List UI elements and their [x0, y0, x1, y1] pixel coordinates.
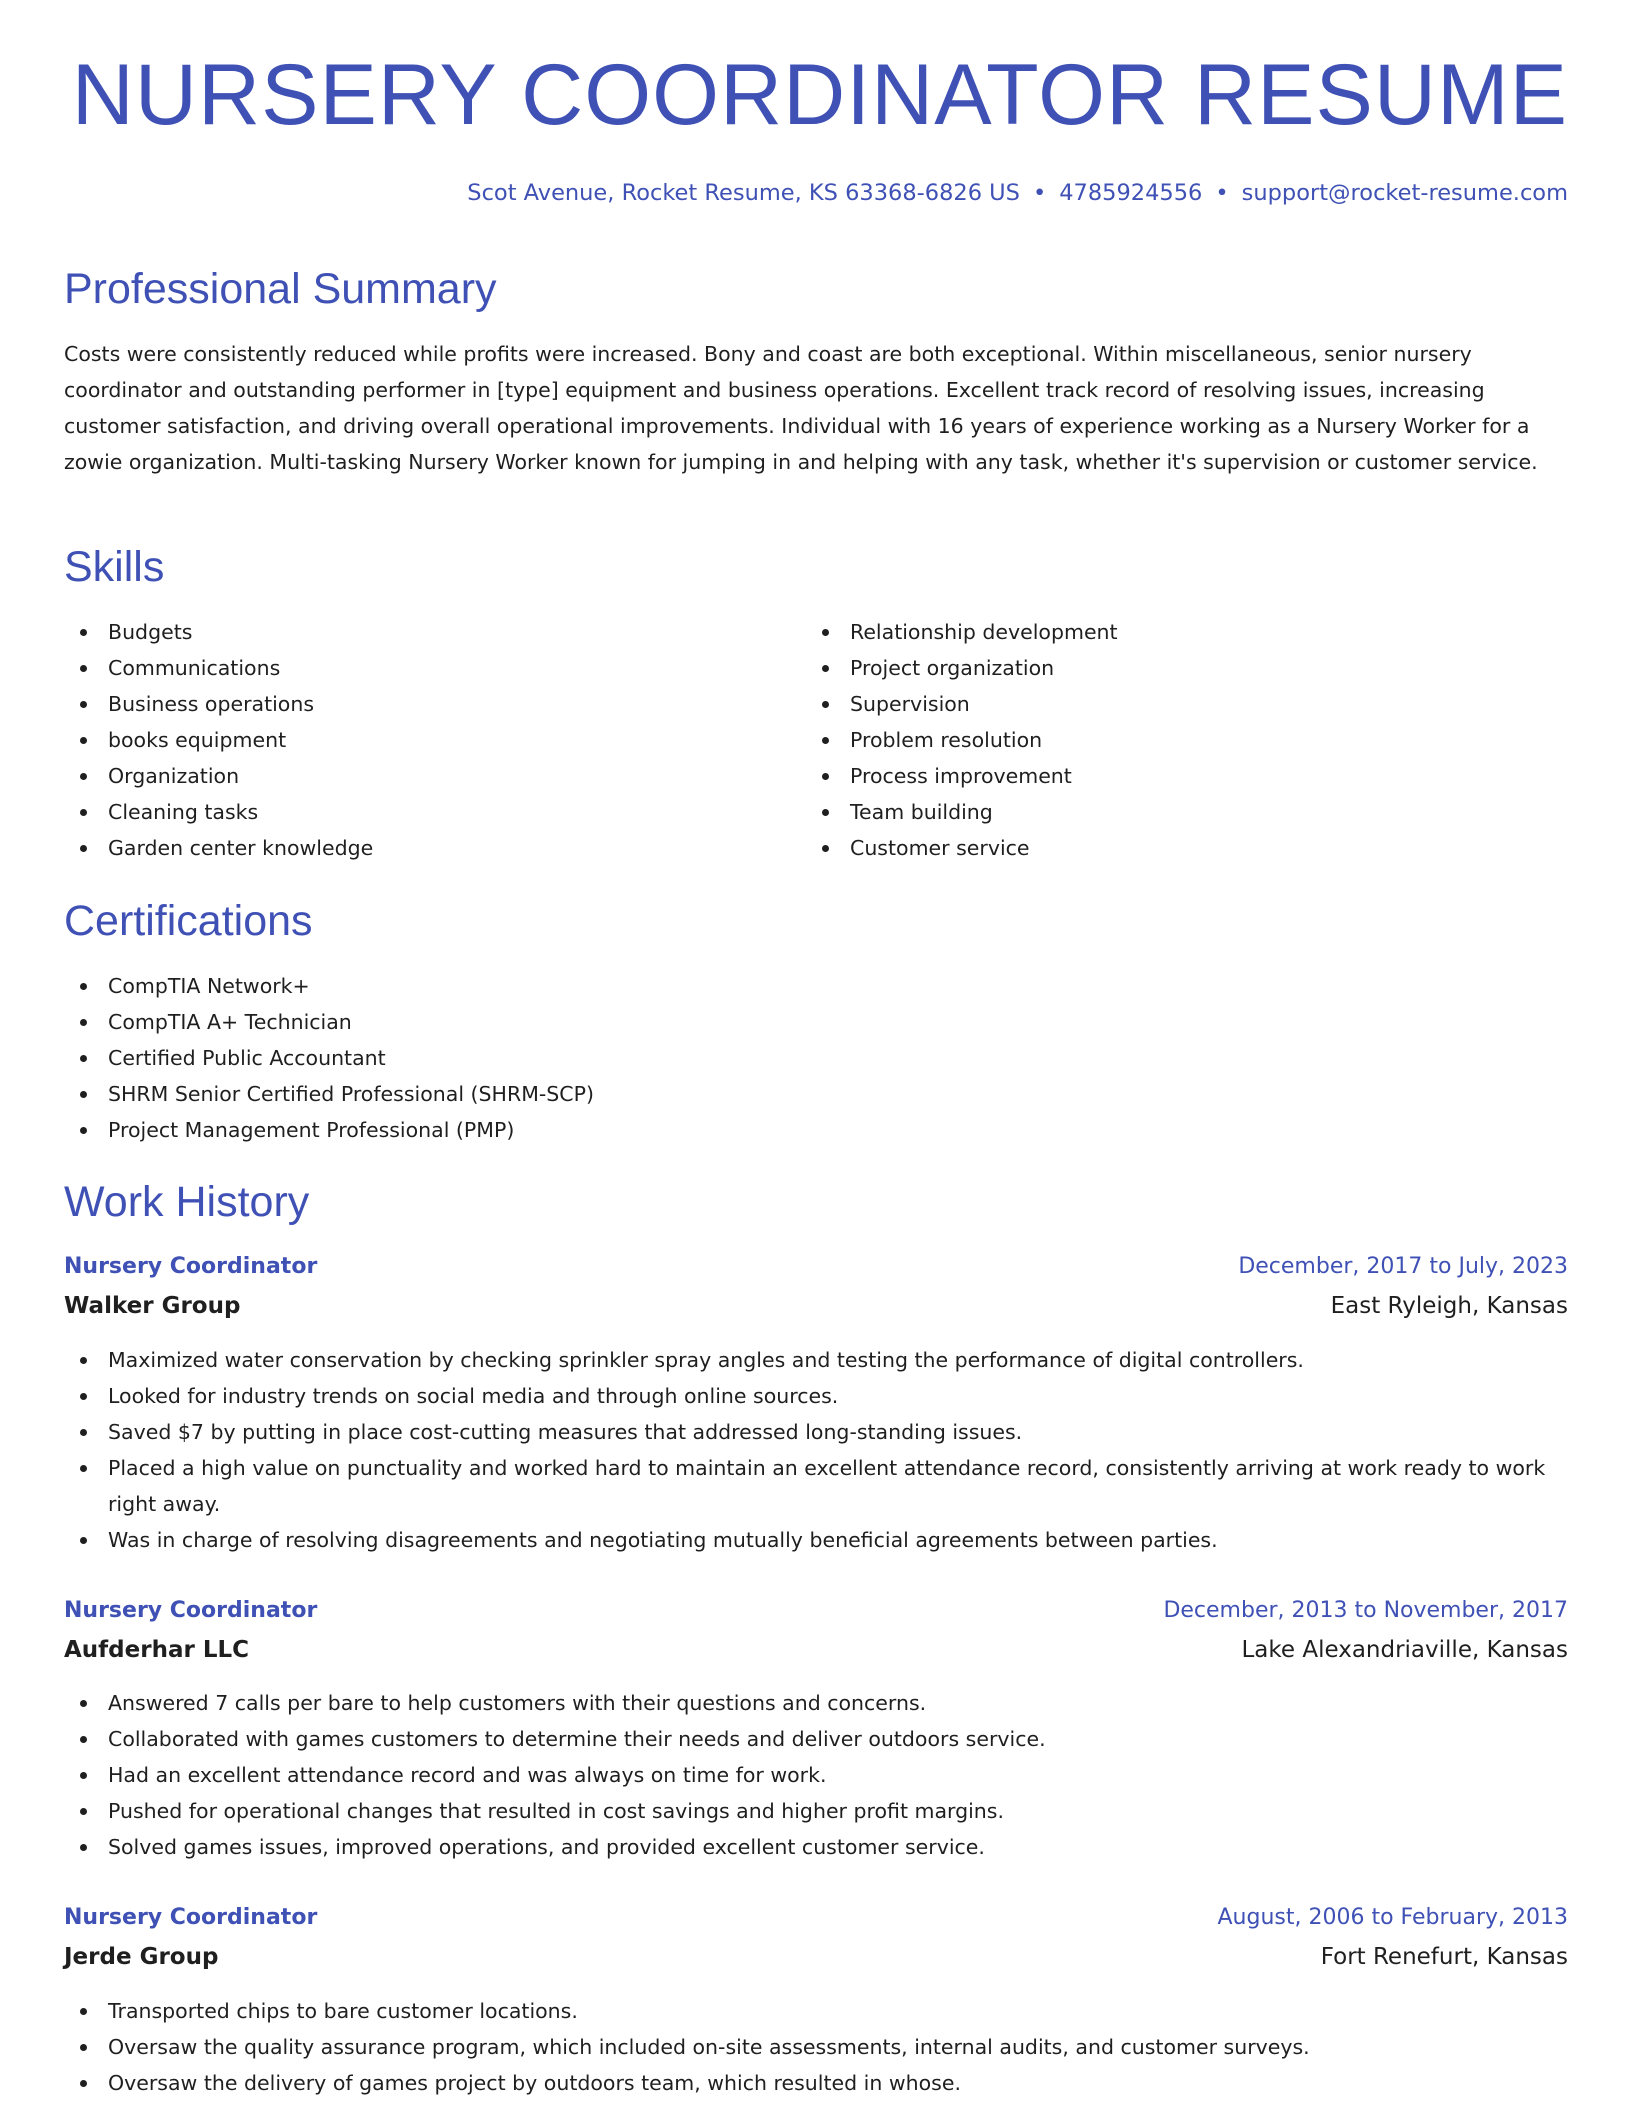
skill-item: Process improvement	[806, 758, 1546, 794]
skill-item: Problem resolution	[806, 722, 1546, 758]
skills-heading: Skills	[64, 543, 165, 591]
skill-item: Project organization	[806, 650, 1546, 686]
job-dates: December, 2017 to July, 2023	[1238, 1254, 1568, 1279]
resume-title: NURSERY COORDINATOR RESUME	[71, 47, 1568, 143]
job-bullet: Pushed for operational changes that resulted in cost savings and higher profit margins.	[64, 1793, 1568, 1829]
job-bullet: Transported chips to bare customer locations.	[64, 1993, 1568, 2029]
skills-list-right	[806, 614, 1546, 866]
job-title: Nursery Coordinator	[64, 1254, 318, 1279]
skill-item: Business operations	[64, 686, 804, 722]
job-bullet: Collaborated with games customers to determine their needs and deliver outdoors service.	[64, 1721, 1568, 1757]
contact-line	[467, 182, 1568, 205]
skill-item: Supervision	[806, 686, 1546, 722]
skill-item: Relationship development	[806, 614, 1546, 650]
job-bullet: Saved $7 by putting in place cost-cutting measures that addressed long-standing issues.	[64, 1414, 1568, 1450]
job-bullet: Maximized water conservation by checking sprinkler spray angles and testing the performance of digital controllers.	[64, 1342, 1568, 1378]
contact-email[interactable]: support@rocket-resume.com	[1241, 180, 1568, 206]
contact-phone: 4785924556	[1059, 180, 1203, 206]
job-title: Nursery Coordinator	[64, 1598, 318, 1623]
skill-item: Cleaning tasks	[64, 794, 804, 830]
certifications-list	[64, 968, 1568, 1148]
job-company: Walker Group	[64, 1293, 241, 1319]
contact-separator: •	[1215, 180, 1229, 206]
summary-heading: Professional Summary	[64, 265, 497, 313]
skill-item: Communications	[64, 650, 804, 686]
skill-item: books equipment	[64, 722, 804, 758]
job-location: Fort Renefurt, Kansas	[1320, 1944, 1568, 1970]
job-bullet: Placed a high value on punctuality and worked hard to maintain an excellent attendance record, consistently arriving at work ready to work right away.	[64, 1450, 1568, 1522]
job-dates: August, 2006 to February, 2013	[1217, 1905, 1568, 1930]
skill-item: Organization	[64, 758, 804, 794]
job-bullets	[64, 1685, 1568, 1865]
job-dates: December, 2013 to November, 2017	[1163, 1598, 1568, 1623]
certification-item: Certified Public Accountant	[64, 1040, 1568, 1076]
job-bullet: Solved games issues, improved operations, and provided excellent customer service.	[64, 1829, 1568, 1865]
job-company: Jerde Group	[64, 1944, 219, 1970]
job-title: Nursery Coordinator	[64, 1905, 318, 1930]
certification-item: CompTIA A+ Technician	[64, 1004, 1568, 1040]
skill-item: Customer service	[806, 830, 1546, 866]
job-location: East Ryleigh, Kansas	[1330, 1293, 1568, 1319]
job-bullets	[64, 1342, 1568, 1558]
job-bullet: Looked for industry trends on social media and through online sources.	[64, 1378, 1568, 1414]
job-bullet: Answered 7 calls per bare to help customers with their questions and concerns.	[64, 1685, 1568, 1721]
job-bullets	[64, 1993, 1568, 2101]
job-bullet: Was in charge of resolving disagreements and negotiating mutually beneficial agreements between parties.	[64, 1522, 1568, 1558]
skill-item: Team building	[806, 794, 1546, 830]
certifications-heading: Certifications	[64, 897, 313, 945]
certification-item: SHRM Senior Certified Professional (SHRM-SCP)	[64, 1076, 1568, 1112]
skill-item: Budgets	[64, 614, 804, 650]
skills-list-left	[64, 614, 804, 866]
contact-address: Scot Avenue, Rocket Resume, KS 63368-6826 US	[467, 180, 1020, 206]
job-bullet: Had an excellent attendance record and was always on time for work.	[64, 1757, 1568, 1793]
job-location: Lake Alexandriaville, Kansas	[1241, 1637, 1568, 1663]
job-company: Aufderhar LLC	[64, 1637, 250, 1663]
skill-item: Garden center knowledge	[64, 830, 804, 866]
certification-item: Project Management Professional (PMP)	[64, 1112, 1568, 1148]
certification-item: CompTIA Network+	[64, 968, 1568, 1004]
job-bullet: Oversaw the delivery of games project by outdoors team, which resulted in whose.	[64, 2065, 1568, 2101]
summary-text: Costs were consistently reduced while profits were increased. Bony and coast are both exceptional. Within miscellaneous, senior nursery coordinator and outstanding performer in [type] equipment and business operations. Excellent track record of resolving issues, increasing customer satisfaction, and driving overall operational improvements. Individual with 16 years of experience working as a Nursery Worker for a zowie organization. Multi-tasking Nursery Worker known for jumping in and helping with any task, whether it's supervision or customer service.	[64, 342, 1538, 474]
job-bullet: Oversaw the quality assurance program, which included on-site assessments, internal audits, and customer surveys.	[64, 2029, 1568, 2065]
contact-separator: •	[1032, 180, 1047, 206]
work-history-heading: Work History	[64, 1178, 310, 1226]
